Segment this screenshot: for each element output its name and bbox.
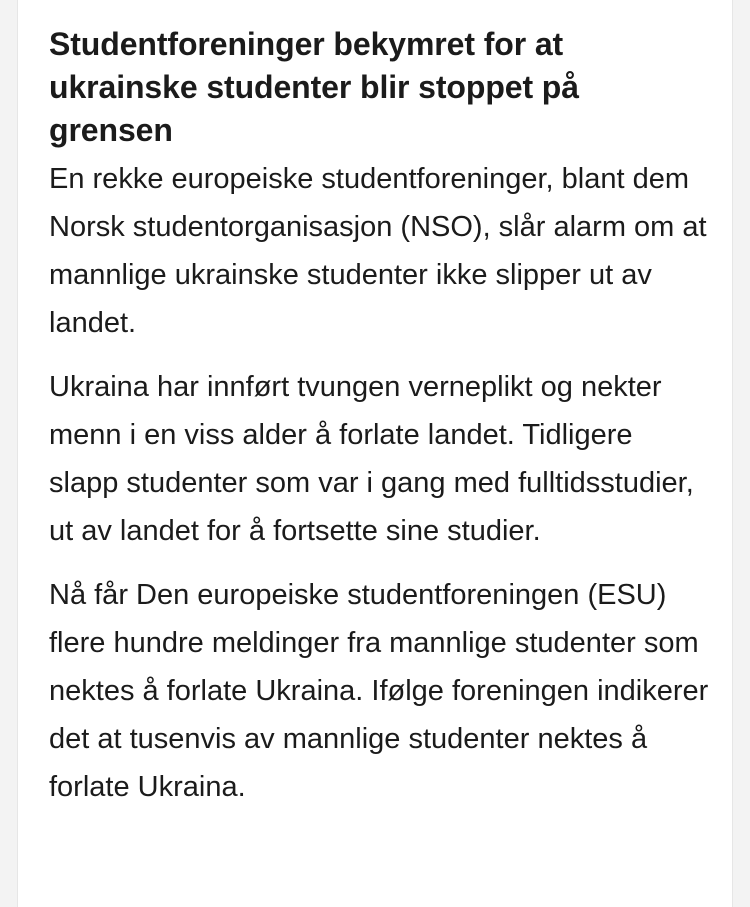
article-body — [49, 23, 709, 811]
article-paragraph: En rekke europeiske studentforeninger, blant dem Norsk studentorganisasjon (NSO), slår alarm om at mannlige ukrainske studenter ikke slipper ut av landet. — [49, 163, 707, 339]
article-headline: Studentforeninger bekymret for at ukrainske studenter blir stoppet på grensen — [49, 26, 579, 148]
article-paragraph: Nå får Den europeiske studentforeningen (ESU) flere hundre meldinger fra mannlige studenter som nektes å forlate Ukraina. Ifølge foreningen indikerer det at tusenvis av mannlige studenter nektes å forlate Ukraina. — [49, 579, 709, 803]
article-paragraph: Ukraina har innført tvungen verneplikt og nekter menn i en viss alder å forlate landet. Tidligere slapp studenter som var i gang med fulltidsstudier, ut av landet for å fortsette sine studier. — [49, 371, 694, 547]
article-page — [17, 0, 733, 907]
